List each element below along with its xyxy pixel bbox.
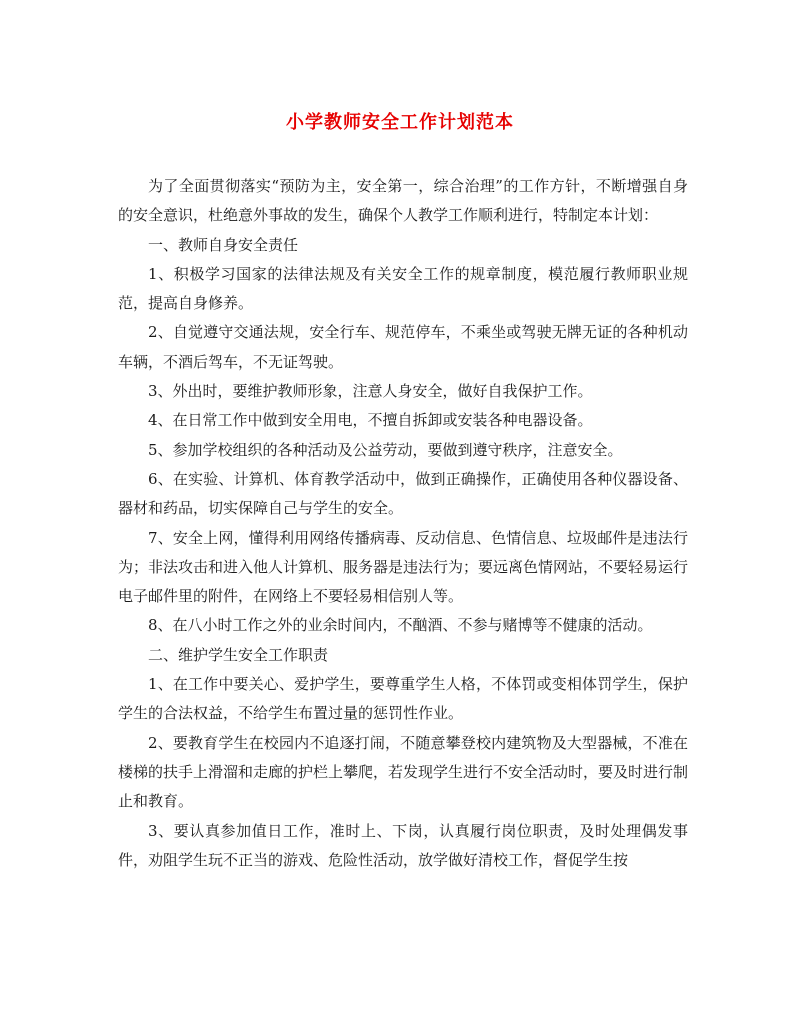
paragraph-item: 7、安全上网，懂得利用网络传播病毒、反动信息、色情信息、垃圾邮件是违法行为；非法攻击和进入他人计算机、服务器是违法行为；要远离色情网站，不要轻易运行电子邮件里的附件，在网络上不要轻易相信别人等。: [118, 528, 689, 606]
paragraph-item: 1、在工作中要关心、爱护学生，要尊重学生人格，不体罚或变相体罚学生，保护学生的合法权益，不给学生布置过量的惩罚性作业。: [118, 675, 688, 723]
paragraph-item: 8、在八小时工作之外的业余时间内，不酗酒、不参与赌博等不健康的活动。: [148, 616, 653, 635]
paragraph-item: 1、积极学习国家的法律法规及有关安全工作的规章制度，模范履行教师职业规范，提高自身修养。: [118, 264, 688, 313]
paragraph-intro: 为了全面贯彻落实“预防为主，安全第一，综合治理”的工作方针，不断增强自身的安全意识，杜绝意外事故的发生，确保个人教学工作顺利进行，特制定本计划：: [118, 177, 688, 225]
section-heading-teacher-safety: 一、教师自身安全责任: [148, 235, 299, 254]
paragraph-item: 2、自觉遵守交通法规，安全行车、规范停车，不乘坐或驾驶无牌无证的各种机动车辆，不酒后驾车，不无证驾驶。: [118, 323, 688, 371]
document-title: 小学教师安全工作计划范本: [286, 112, 514, 133]
paragraph-item: 6、在实验、计算机、体育教学活动中，做到正确操作，正确使用各种仪器设备、器材和药品，切实保障自己与学生的安全。: [118, 469, 688, 518]
section-heading-student-safety: 二、维护学生安全工作职责: [148, 645, 329, 664]
paragraph-item: 3、要认真参加值日工作，准时上、下岗，认真履行岗位职责，及时处理偶发事件，劝阻学生玩不正当的游戏、危险性活动，放学做好清校工作，督促学生按: [118, 821, 688, 869]
paragraph-item: 5、参加学校组织的各种活动及公益劳动，要做到遵守秩序，注意安全。: [148, 440, 623, 459]
document-body: [118, 172, 688, 875]
paragraph-item: 4、在日常工作中做到安全用电，不擅自拆卸或安装各种电器设备。: [148, 411, 593, 430]
paragraph-item: 2、要教育学生在校园内不追逐打闹，不随意攀登校内建筑物及大型器械，不准在楼梯的扶手上滑溜和走廊的护栏上攀爬，若发现学生进行不安全活动时，要及时进行制止和教育。: [118, 733, 689, 811]
paragraph-item: 3、外出时，要维护教师形象，注意人身安全，做好自我保护工作。: [148, 382, 593, 401]
